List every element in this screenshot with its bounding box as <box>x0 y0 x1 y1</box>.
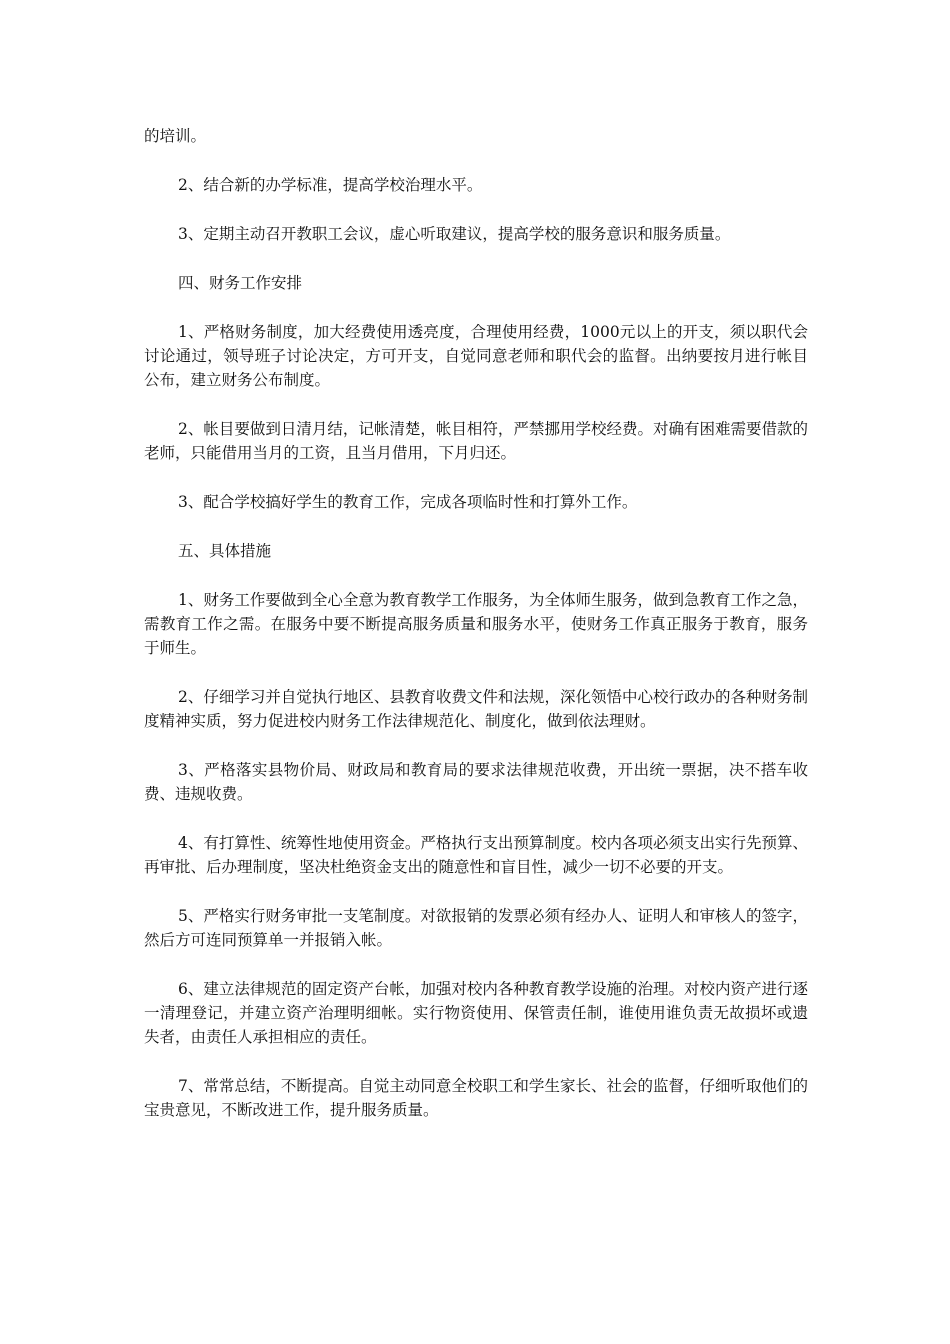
paragraph-finance-2: 2、帐目要做到日清月结，记帐清楚，帐目相符，严禁挪用学校经费。对确有困难需要借款的老师，只能借用当月的工资，且当月借用，下月归还。 <box>144 420 808 462</box>
paragraph-finance-3: 3、配合学校搞好学生的教育工作，完成各项临时性和打算外工作。 <box>178 493 638 511</box>
document-page <box>144 124 808 1147</box>
paragraph-measure-1: 1、财务工作要做到全心全意为教育教学工作服务，为全体师生服务，做到急教育工作之急，需教育工作之需。在服务中要不断提高服务质量和服务水平，使财务工作真正服务于教育，服务于师生。 <box>144 591 808 657</box>
paragraph-measure-6: 6、建立法律规范的固定资产台帐，加强对校内各种教育教学设施的治理。对校内资产进行逐一清理登记，并建立资产治理明细帐。实行物资使用、保管责任制，谁使用谁负责无故损坏或遗失者，由责任人承担相应的责任。 <box>144 980 808 1046</box>
section-heading-finance: 四、财务工作安排 <box>178 274 303 292</box>
paragraph-continuation: 的培训。 <box>144 127 207 145</box>
paragraph-measure-2: 2、仔细学习并自觉执行地区、县教育收费文件和法规，深化领悟中心校行政办的各种财务制度精神实质，努力促进校内财务工作法律规范化、制度化，做到依法理财。 <box>144 688 808 730</box>
paragraph-measure-4: 4、有打算性、统筹性地使用资金。严格执行支出预算制度。校内各项必须支出实行先预算、再审批、后办理制度，坚决杜绝资金支出的随意性和盲目性，减少一切不必要的开支。 <box>144 834 808 876</box>
paragraph-measure-7: 7、常常总结，不断提高。自觉主动同意全校职工和学生家长、社会的监督，仔细听取他们的宝贵意见，不断改进工作，提升服务质量。 <box>144 1077 808 1119</box>
paragraph-measure-5: 5、严格实行财务审批一支笔制度。对欲报销的发票必须有经办人、证明人和审核人的签字，然后方可连同预算单一并报销入帐。 <box>144 907 808 949</box>
section-heading-measures: 五、具体措施 <box>178 542 272 560</box>
paragraph-item-2: 2、结合新的办学标准，提高学校治理水平。 <box>178 176 483 194</box>
paragraph-measure-3: 3、严格落实县物价局、财政局和教育局的要求法律规范收费，开出统一票据，决不搭车收费、违规收费。 <box>144 761 808 803</box>
paragraph-item-3: 3、定期主动召开教职工会议，虚心听取建议，提高学校的服务意识和服务质量。 <box>178 225 731 243</box>
paragraph-finance-1: 1、严格财务制度，加大经费使用透亮度，合理使用经费，1000元以上的开支，须以职代会讨论通过，领导班子讨论决定，方可开支，自觉同意老师和职代会的监督。出纳要按月进行帐目公布，建立财务公布制度。 <box>144 323 808 389</box>
